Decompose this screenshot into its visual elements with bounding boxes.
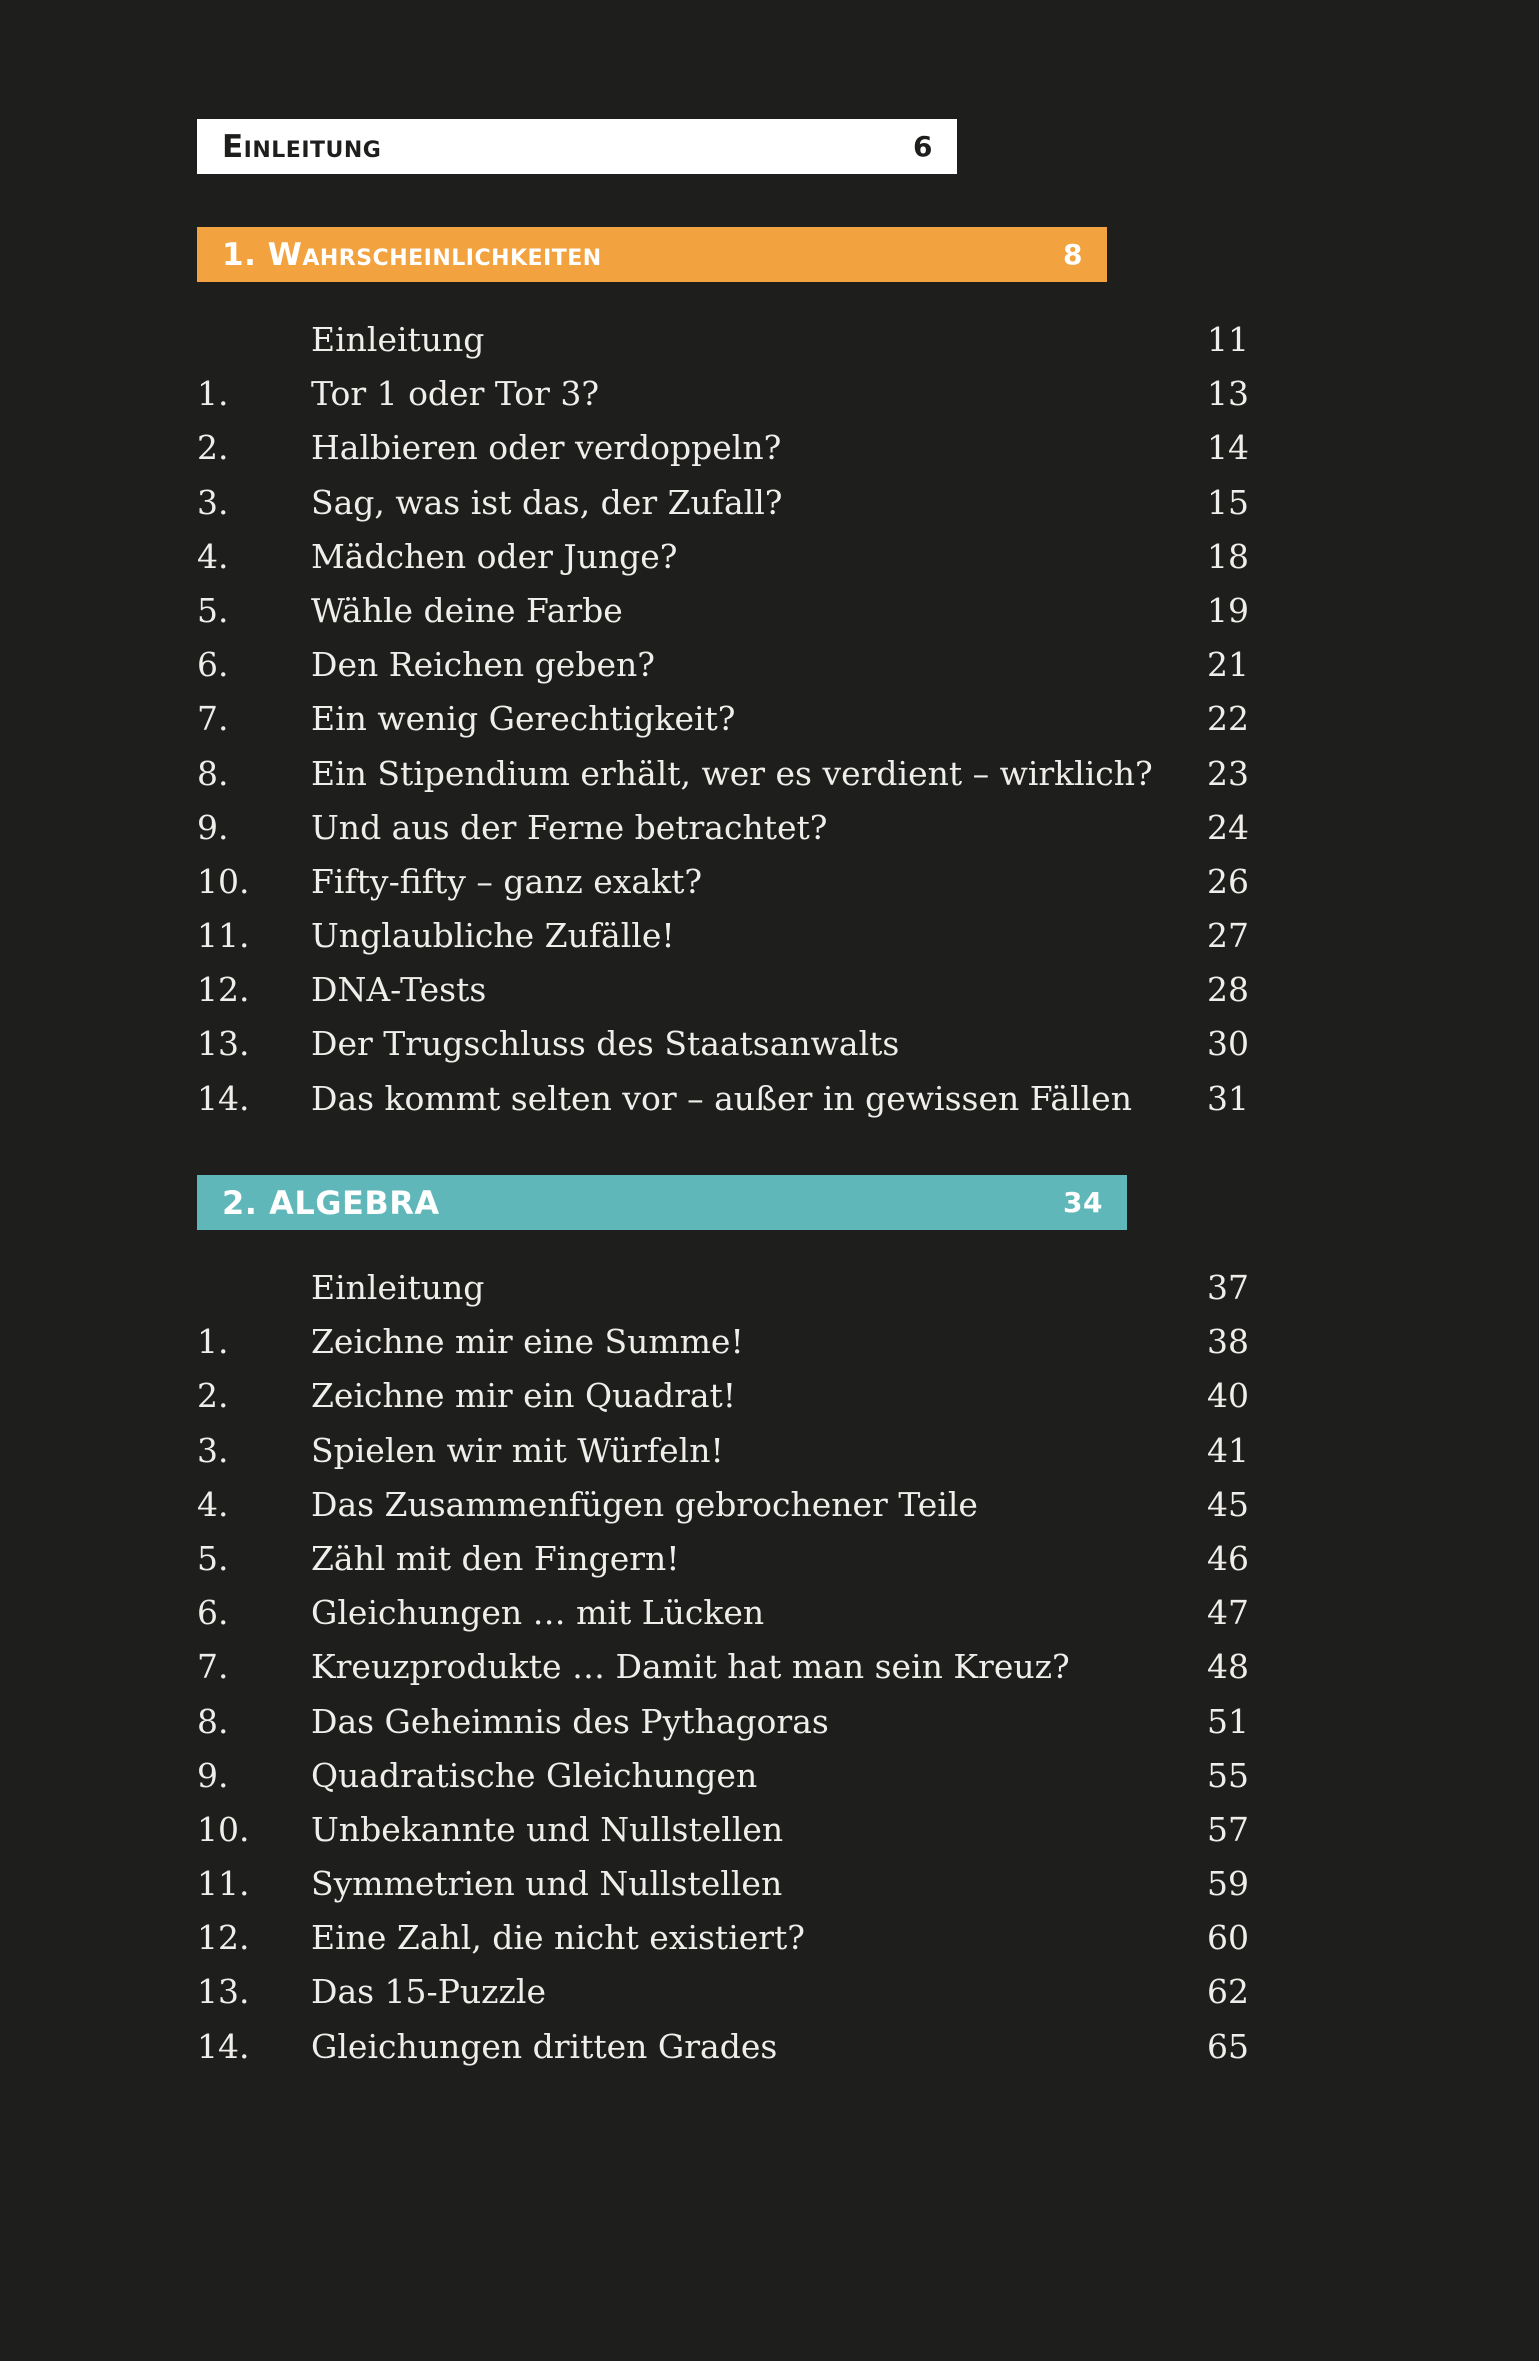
toc-entry-number: 4. xyxy=(197,536,229,576)
toc-entry-page: 57 xyxy=(1207,1809,1249,1849)
toc-entry-title: Der Trugschluss des Staatsanwalts xyxy=(311,1024,900,1064)
toc-entry-page: 45 xyxy=(1207,1484,1249,1524)
toc-entry-title: Das kommt selten vor – außer in gewissen Fällen xyxy=(311,1078,1132,1118)
toc-entry-page: 51 xyxy=(1207,1701,1249,1741)
toc-entry-number: 13. xyxy=(197,1972,250,2012)
toc-entry-number: 13. xyxy=(197,1024,250,1064)
toc-entry[interactable] xyxy=(197,1017,1249,1071)
toc-entry-page: 28 xyxy=(1207,970,1249,1010)
toc-entry[interactable] xyxy=(197,1965,1249,2019)
toc-entry-page: 30 xyxy=(1207,1024,1249,1064)
toc-entry-page: 27 xyxy=(1207,916,1249,956)
toc-entry-page: 37 xyxy=(1207,1268,1249,1307)
toc-entry[interactable] xyxy=(197,855,1249,909)
toc-entry-page: 47 xyxy=(1207,1593,1249,1633)
toc-entry-number: 3. xyxy=(197,1430,229,1470)
toc-entry[interactable] xyxy=(197,530,1249,584)
toc-entry-number: 11. xyxy=(197,916,250,956)
toc-entry-number: 9. xyxy=(197,1755,229,1795)
toc-entry[interactable] xyxy=(197,421,1249,475)
toc-entry-title: Eine Zahl, die nicht existiert? xyxy=(311,1918,806,1958)
toc-entry-number: 12. xyxy=(197,1918,250,1958)
toc-entry-number: 1. xyxy=(197,1322,229,1362)
toc-entry-number: 8. xyxy=(197,1701,229,1741)
toc-entry-title: Sag, was ist das, der Zufall? xyxy=(311,482,783,522)
toc-entry-title: DNA-Tests xyxy=(311,970,487,1010)
toc-entry-page: 19 xyxy=(1207,590,1249,630)
toc-entry-title: Unglaubliche Zufälle! xyxy=(311,916,675,956)
toc-entry-page: 21 xyxy=(1207,645,1249,685)
toc-entry-title: Halbieren oder verdoppeln? xyxy=(311,428,782,468)
toc-entry[interactable] xyxy=(197,2020,1249,2074)
chapter1-heading-bar[interactable] xyxy=(197,227,1107,282)
toc-entry-title: Zeichne mir ein Quadrat! xyxy=(311,1376,737,1416)
toc-entry-page: 22 xyxy=(1207,699,1249,739)
toc-entry[interactable] xyxy=(197,313,1249,367)
toc-entry-page: 18 xyxy=(1207,536,1249,576)
toc-entry-title: Zeichne mir eine Summe! xyxy=(311,1322,744,1362)
toc-entry-number: 11. xyxy=(197,1864,250,1904)
intro-heading-page: 6 xyxy=(913,130,933,163)
toc-entry-page: 41 xyxy=(1207,1430,1249,1470)
toc-entry-number: 7. xyxy=(197,699,229,739)
toc-entry-title: Einleitung xyxy=(311,320,485,359)
chapter2-heading-page: 34 xyxy=(1063,1186,1103,1219)
toc-entry-page: 40 xyxy=(1207,1376,1249,1416)
toc-entry[interactable] xyxy=(197,1695,1249,1749)
toc-entry-title: Ein Stipendium erhält, wer es verdient – wirklich? xyxy=(311,753,1153,793)
toc-entry-title: Wähle deine Farbe xyxy=(311,590,623,630)
intro-heading-title: Einleitung xyxy=(222,128,382,165)
chapter1-heading-title: 1. Wahrscheinlichkeiten xyxy=(222,236,602,273)
toc-entry[interactable] xyxy=(197,1424,1249,1478)
toc-entry-title: Den Reichen geben? xyxy=(311,645,655,685)
toc-entry-number: 14. xyxy=(197,1078,250,1118)
toc-entry-number: 9. xyxy=(197,807,229,847)
toc-entry-number: 6. xyxy=(197,645,229,685)
toc-entry[interactable] xyxy=(197,801,1249,855)
toc-entry-page: 59 xyxy=(1207,1864,1249,1904)
toc-entry-number: 4. xyxy=(197,1484,229,1524)
toc-entry[interactable] xyxy=(197,1749,1249,1803)
toc-entry-page: 23 xyxy=(1207,753,1249,793)
toc-entry[interactable] xyxy=(197,638,1249,692)
toc-entry-page: 46 xyxy=(1207,1538,1249,1578)
toc-entry-title: Symmetrien und Nullstellen xyxy=(311,1864,783,1904)
toc-entry-title: Das 15-Puzzle xyxy=(311,1972,547,2012)
toc-entry-number: 1. xyxy=(197,374,229,414)
toc-entry-page: 13 xyxy=(1207,374,1249,414)
toc-entry[interactable] xyxy=(197,1261,1249,1315)
toc-entry[interactable] xyxy=(197,692,1249,746)
toc-entry-number: 3. xyxy=(197,482,229,522)
toc-entry-page: 55 xyxy=(1207,1755,1249,1795)
toc-entry-number: 10. xyxy=(197,1809,250,1849)
toc-entry-page: 31 xyxy=(1207,1078,1249,1118)
toc-entry-number: 12. xyxy=(197,970,250,1010)
toc-entry-title: Und aus der Ferne betrachtet? xyxy=(311,807,828,847)
toc-entry-number: 2. xyxy=(197,1376,229,1416)
toc-entry[interactable] xyxy=(197,1478,1249,1532)
toc-entry-title: Unbekannte und Nullstellen xyxy=(311,1809,784,1849)
toc-entry-title: Das Geheimnis des Pythagoras xyxy=(311,1701,829,1741)
toc-entry[interactable] xyxy=(197,1369,1249,1423)
toc-entry-page: 38 xyxy=(1207,1322,1249,1362)
chapter2-entry-list xyxy=(197,1261,1249,2074)
toc-entry[interactable] xyxy=(197,1803,1249,1857)
intro-heading-bar[interactable] xyxy=(197,119,957,174)
toc-entry-title: Spielen wir mit Würfeln! xyxy=(311,1430,724,1470)
toc-entry-number: 7. xyxy=(197,1647,229,1687)
toc-entry-number: 10. xyxy=(197,861,250,901)
chapter2-heading-bar[interactable] xyxy=(197,1175,1127,1230)
toc-entry[interactable] xyxy=(197,1315,1249,1369)
toc-entry-page: 60 xyxy=(1207,1918,1249,1958)
toc-entry[interactable] xyxy=(197,476,1249,530)
toc-entry[interactable] xyxy=(197,584,1249,638)
toc-entry[interactable] xyxy=(197,1911,1249,1965)
toc-entry[interactable] xyxy=(197,1586,1249,1640)
toc-entry[interactable] xyxy=(197,1072,1249,1126)
toc-entry-title: Zähl mit den Fingern! xyxy=(311,1538,680,1578)
toc-entry-page: 11 xyxy=(1207,320,1249,359)
toc-entry-page: 24 xyxy=(1207,807,1249,847)
toc-entry[interactable] xyxy=(197,747,1249,801)
toc-entry-title: Quadratische Gleichungen xyxy=(311,1755,758,1795)
toc-entry-title: Fifty-fifty – ganz exakt? xyxy=(311,861,703,901)
toc-entry[interactable] xyxy=(197,367,1249,421)
chapter1-entry-list xyxy=(197,313,1249,1126)
chapter1-heading-page: 8 xyxy=(1063,238,1083,271)
toc-entry[interactable] xyxy=(197,963,1249,1017)
chapter2-heading-title: 2. ALGEBRA xyxy=(222,1183,440,1222)
toc-entry[interactable] xyxy=(197,1857,1249,1911)
toc-entry-page: 62 xyxy=(1207,1972,1249,2012)
toc-entry-number: 5. xyxy=(197,1538,229,1578)
toc-entry-title: Gleichungen … mit Lücken xyxy=(311,1593,765,1633)
toc-entry-page: 14 xyxy=(1207,428,1249,468)
toc-entry-page: 48 xyxy=(1207,1647,1249,1687)
toc-entry-title: Mädchen oder Junge? xyxy=(311,536,678,576)
toc-entry-title: Tor 1 oder Tor 3? xyxy=(311,374,600,414)
toc-entry-number: 14. xyxy=(197,2026,250,2066)
toc-entry[interactable] xyxy=(197,909,1249,963)
toc-entry[interactable] xyxy=(197,1640,1249,1694)
toc-entry-title: Gleichungen dritten Grades xyxy=(311,2026,778,2066)
toc-entry-title: Ein wenig Gerechtigkeit? xyxy=(311,699,736,739)
toc-entry-number: 8. xyxy=(197,753,229,793)
toc-entry[interactable] xyxy=(197,1532,1249,1586)
toc-entry-title: Einleitung xyxy=(311,1268,485,1307)
toc-entry-page: 65 xyxy=(1207,2026,1249,2066)
toc-entry-number: 6. xyxy=(197,1593,229,1633)
toc-entry-title: Kreuzprodukte … Damit hat man sein Kreuz? xyxy=(311,1647,1070,1687)
toc-entry-page: 15 xyxy=(1207,482,1249,522)
toc-entry-title: Das Zusammenfügen gebrochener Teile xyxy=(311,1484,978,1524)
toc-entry-number: 2. xyxy=(197,428,229,468)
toc-entry-page: 26 xyxy=(1207,861,1249,901)
toc-entry-number: 5. xyxy=(197,590,229,630)
